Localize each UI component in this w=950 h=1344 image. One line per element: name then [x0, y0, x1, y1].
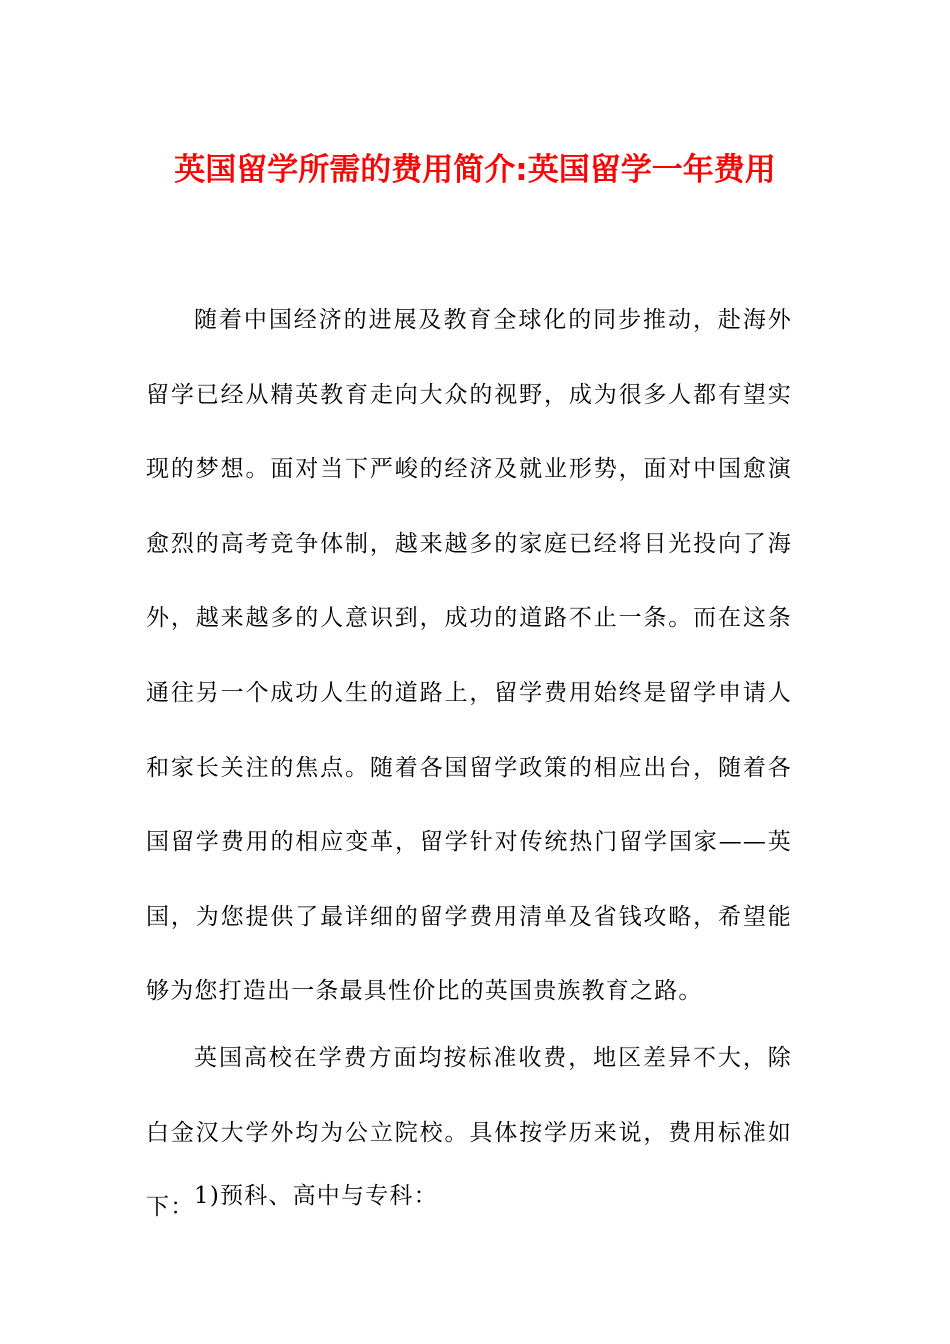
document-title: 英国留学所需的费用简介:英国留学一年费用 [174, 152, 776, 188]
paragraph-list-item-1: 1)预科、高中与专科： [194, 1183, 438, 1209]
paragraph-intro: 随着中国经济的进展及教育全球化的同步推动，赴海外留学已经从精英教育走向大众的视野，成为很多人都有望实现的梦想。面对当下严峻的经济及就业形势，面对中国愈演愈烈的高考竞争体制，越来越多的家庭已经将目光投向了海外，越来越多的人意识到，成功的道路不止一条。而在这条通往另一个成功人生的道路上，留学费用始终是留学申请人和家长关注的焦点。随着各国留学政策的相应出台，随着各国留学费用的相应变革，留学针对传统热门留学国家——英国，为您提供了最详细的留学费用清单及省钱攻略，希望能够为您打造出一条最具性价比的英国贵族教育之路。 [146, 307, 792, 1005]
paragraph-fee-standard: 英国高校在学费方面均按标准收费，地区差异不大，除白金汉大学外均为公立院校。具体按学历来说，费用标准如下： [146, 1045, 792, 1221]
